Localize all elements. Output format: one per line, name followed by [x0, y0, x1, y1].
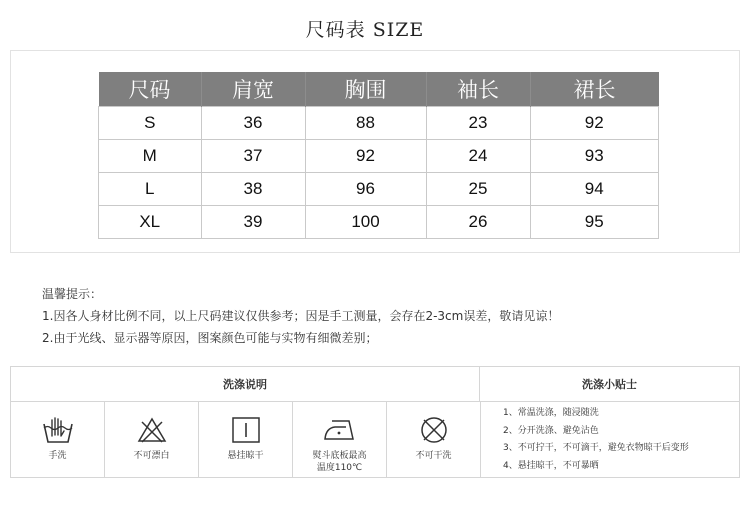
- notice-line: 2.由于光线、显示器等原因，图案颜色可能与实物有细微差别；: [42, 331, 378, 345]
- table-cell: 25: [426, 173, 530, 206]
- table-cell: 38: [201, 173, 305, 206]
- header-skirt-length: 裙长: [530, 72, 659, 107]
- page-title: 尺码表 SIZE: [305, 19, 425, 41]
- notice-block: [42, 283, 559, 349]
- table-cell: 96: [305, 173, 426, 206]
- care-tips-header: 洗涤小贴士: [480, 367, 739, 402]
- table-cell: 37: [201, 140, 305, 173]
- table-row: [99, 206, 659, 239]
- care-symbol-hang-dry: [199, 402, 293, 477]
- table-cell: 92: [530, 107, 659, 140]
- header-size: 尺码: [99, 72, 202, 107]
- table-cell: XL: [99, 206, 202, 239]
- header-sleeve: 袖长: [426, 72, 530, 107]
- care-symbol-label: 手洗: [48, 451, 67, 461]
- hang-dry-icon: [231, 415, 261, 445]
- table-cell: L: [99, 173, 202, 206]
- care-symbol-no-dry-clean: [387, 402, 481, 477]
- care-symbol-label: 不可漂白: [133, 451, 170, 461]
- table-cell: 92: [305, 140, 426, 173]
- care-symbol-hand-wash: [11, 402, 105, 477]
- list-item: 1、常温洗涤，随浸随洗: [503, 408, 599, 418]
- header-chest: 胸围: [305, 72, 426, 107]
- care-symbol-label: 不可干洗: [415, 451, 452, 461]
- table-cell: 36: [201, 107, 305, 140]
- notice-line: 1.因各人身材比例不同，以上尺码建议仅供参考；因是手工测量，会存在2-3cm误差，敬请见谅！: [42, 309, 560, 323]
- care-symbol-no-bleach: [105, 402, 199, 477]
- table-cell: 24: [426, 140, 530, 173]
- care-instructions-header: 洗涤说明: [11, 367, 480, 402]
- care-symbol-label: 熨斗底板最高 温度110℃: [312, 451, 367, 473]
- table-cell: 88: [305, 107, 426, 140]
- table-cell: 26: [426, 206, 530, 239]
- header-shoulder: 肩宽: [201, 72, 305, 107]
- table-cell: 23: [426, 107, 530, 140]
- list-item: 3、不可拧干，不可滴干，避免衣物晾干后变形: [503, 443, 689, 453]
- notice-heading: 温馨提示：: [42, 287, 103, 301]
- care-symbol-label: 悬挂晾干: [227, 451, 264, 461]
- table-cell: 95: [530, 206, 659, 239]
- list-item: 4、悬挂晾干，不可暴晒: [503, 460, 599, 471]
- size-table: [98, 72, 659, 239]
- table-row: [99, 173, 659, 206]
- table-cell: 100: [305, 206, 426, 239]
- care-symbol-iron: [293, 402, 387, 477]
- table-cell: 93: [530, 140, 659, 173]
- table-cell: M: [99, 140, 202, 173]
- care-tips-list: [503, 405, 689, 475]
- list-item: 2、分开洗涤、避免沾色: [503, 425, 599, 436]
- hand-wash-icon: [41, 415, 75, 445]
- table-row: [99, 140, 659, 173]
- table-cell: 39: [201, 206, 305, 239]
- table-row: [99, 107, 659, 140]
- size-table-header-row: [99, 72, 659, 107]
- iron-icon: [322, 415, 358, 445]
- no-bleach-icon: [137, 415, 167, 445]
- table-cell: 94: [530, 173, 659, 206]
- no-dry-clean-icon: [419, 415, 449, 445]
- table-cell: S: [99, 107, 202, 140]
